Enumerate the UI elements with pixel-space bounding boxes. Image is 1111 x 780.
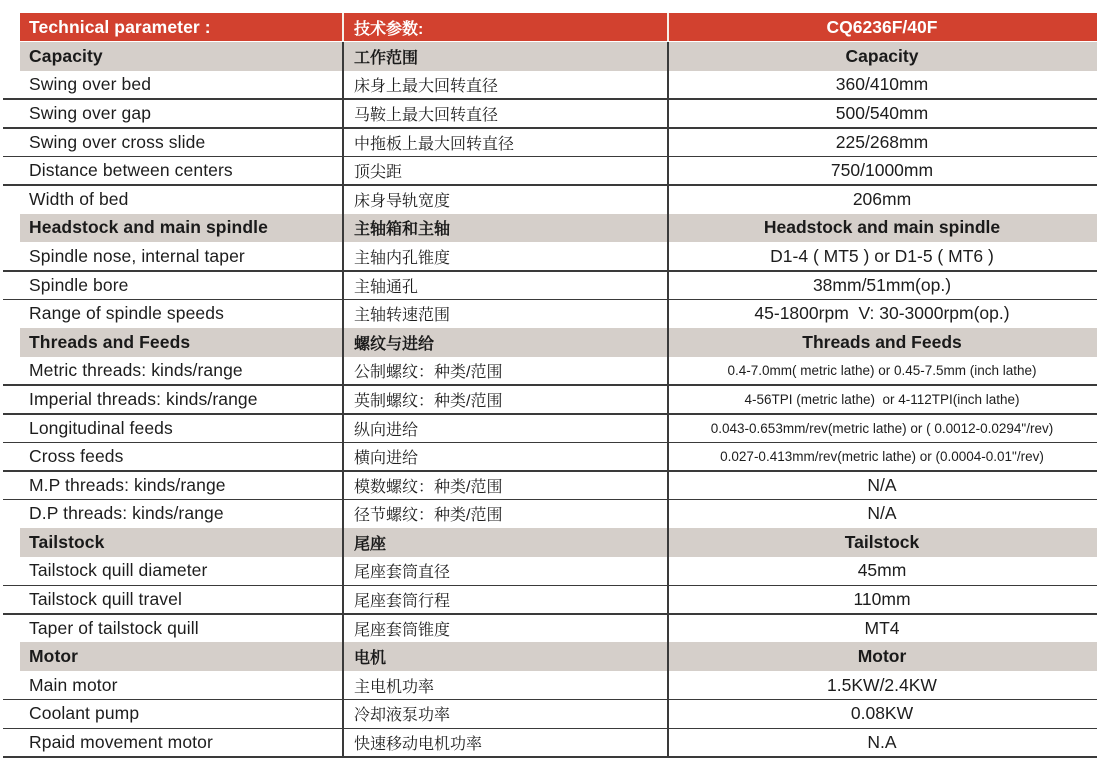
param-value: N/A bbox=[867, 503, 897, 524]
param-name-cn: 模数螺纹：种类/范围 bbox=[354, 478, 503, 496]
table-body bbox=[20, 42, 1097, 757]
header-model-label: CQ6236F/40F bbox=[826, 16, 938, 37]
section-label-en: Motor bbox=[29, 646, 79, 667]
param-name-cn: 纵向进给 bbox=[354, 421, 419, 439]
param-name-cn: 冷却液泵功率 bbox=[354, 707, 451, 725]
section-row bbox=[20, 42, 1097, 71]
param-value: 0.4-7.0mm( metric lathe) or 0.45-7.5mm (inch lathe) bbox=[727, 363, 1037, 379]
header-divider-2 bbox=[667, 13, 669, 41]
section-label-value: Tailstock bbox=[844, 531, 920, 552]
section-label-value: Motor bbox=[857, 646, 907, 667]
param-value: 45-1800rpm V: 30-3000rpm(op.) bbox=[754, 303, 1010, 324]
param-name-en: Swing over gap bbox=[29, 102, 152, 123]
table-row bbox=[20, 614, 1097, 643]
param-name-en: Spindle nose, internal taper bbox=[29, 245, 245, 266]
table-row bbox=[20, 500, 1097, 529]
param-name-en: Swing over bed bbox=[29, 74, 152, 95]
param-name-en: Tailstock quill travel bbox=[29, 589, 182, 610]
param-name-en: Tailstock quill diameter bbox=[29, 560, 208, 581]
param-value: 1.5KW/2.4KW bbox=[827, 674, 937, 695]
section-label-en: Headstock and main spindle bbox=[29, 217, 268, 238]
column-divider-2 bbox=[667, 42, 669, 757]
section-row bbox=[20, 328, 1097, 357]
table-row bbox=[20, 414, 1097, 443]
param-name-en: M.P threads: kinds/range bbox=[29, 474, 226, 495]
param-name-en: Width of bed bbox=[29, 188, 129, 209]
param-value: 206mm bbox=[852, 188, 912, 209]
table-row bbox=[20, 557, 1097, 586]
table-row bbox=[20, 242, 1097, 271]
table-row bbox=[20, 71, 1097, 100]
param-name-cn: 径节螺纹：种类/范围 bbox=[354, 507, 503, 525]
table-row bbox=[20, 585, 1097, 614]
param-name-en: Swing over cross slide bbox=[29, 131, 206, 152]
param-name-en: D.P threads: kinds/range bbox=[29, 503, 224, 524]
table-row bbox=[20, 671, 1097, 700]
param-name-en: Range of spindle speeds bbox=[29, 303, 224, 324]
param-name-en: Distance between centers bbox=[29, 160, 233, 181]
section-label-en: Threads and Feeds bbox=[29, 331, 191, 352]
param-value: 360/410mm bbox=[835, 74, 929, 95]
header-title-cn: 技术参数: bbox=[354, 20, 424, 38]
param-value: 110mm bbox=[853, 589, 911, 610]
param-name-en: Main motor bbox=[29, 674, 118, 695]
section-row bbox=[20, 528, 1097, 557]
param-value: N.A bbox=[867, 732, 897, 753]
table-row bbox=[20, 271, 1097, 300]
table-row bbox=[20, 442, 1097, 471]
table-row bbox=[20, 99, 1097, 128]
param-name-cn: 快速移动电机功率 bbox=[354, 736, 483, 754]
param-value: 38mm/51mm(op.) bbox=[812, 274, 952, 295]
section-label-value: Threads and Feeds bbox=[802, 331, 962, 352]
table-row bbox=[20, 156, 1097, 185]
param-name-en: Longitudinal feeds bbox=[29, 417, 173, 438]
param-name-cn: 尾座套筒直径 bbox=[354, 564, 451, 582]
section-label-cn: 螺纹与进给 bbox=[354, 335, 435, 353]
param-value: D1-4 ( MT5 ) or D1-5 ( MT6 ) bbox=[770, 245, 994, 266]
header-title-en: Technical parameter : bbox=[29, 16, 211, 37]
param-value: 4-56TPI (metric lathe) or 4-112TPI(inch lathe) bbox=[744, 391, 1020, 407]
param-name-en: Cross feeds bbox=[29, 446, 124, 467]
param-value: MT4 bbox=[864, 617, 900, 638]
param-value: 750/1000mm bbox=[830, 160, 934, 181]
param-value: 500/540mm bbox=[835, 102, 929, 123]
param-name-en: Imperial threads: kinds/range bbox=[29, 388, 258, 409]
param-name-en: Coolant pump bbox=[29, 703, 140, 724]
param-name-cn: 英制螺纹：种类/范围 bbox=[354, 392, 503, 410]
section-row bbox=[20, 214, 1097, 243]
param-value: 0.043-0.653mm/rev(metric lathe) or ( 0.0012-0.0294"/rev) bbox=[710, 420, 1054, 436]
param-name-cn: 床身导轨宽度 bbox=[354, 192, 451, 210]
section-label-cn: 工作范围 bbox=[354, 49, 419, 67]
param-value: 0.027-0.413mm/rev(metric lathe) or (0.0004-0.01"/rev) bbox=[720, 449, 1044, 465]
param-name-en: Metric threads: kinds/range bbox=[29, 360, 243, 381]
param-name-en: Spindle bore bbox=[29, 274, 129, 295]
param-name-en: Taper of tailstock quill bbox=[29, 617, 199, 638]
param-value: 225/268mm bbox=[835, 131, 929, 152]
table-row bbox=[20, 299, 1097, 328]
table-row bbox=[20, 128, 1097, 157]
section-row bbox=[20, 642, 1097, 671]
param-value: N/A bbox=[867, 474, 897, 495]
param-value: 0.08KW bbox=[850, 703, 914, 724]
param-name-cn: 主轴转速范围 bbox=[354, 307, 451, 325]
table-row bbox=[20, 728, 1097, 757]
table-header-row bbox=[20, 13, 1097, 41]
column-divider-1 bbox=[342, 42, 344, 757]
param-name-cn: 横向进给 bbox=[354, 450, 419, 468]
param-value: 45mm bbox=[857, 560, 907, 581]
section-label-cn: 电机 bbox=[354, 650, 387, 668]
param-name-cn: 床身上最大回转直径 bbox=[354, 78, 499, 96]
section-label-cn: 尾座 bbox=[354, 535, 387, 553]
section-label-en: Capacity bbox=[29, 45, 103, 66]
section-label-cn: 主轴箱和主轴 bbox=[354, 221, 451, 239]
section-label-value: Capacity bbox=[845, 45, 919, 66]
spec-table bbox=[20, 13, 1097, 757]
section-label-value: Headstock and main spindle bbox=[763, 217, 1001, 238]
param-name-cn: 尾座套筒锥度 bbox=[354, 621, 451, 639]
section-label-en: Tailstock bbox=[29, 531, 105, 552]
param-name-cn: 公制螺纹：种类/范围 bbox=[354, 364, 503, 382]
param-name-cn: 主轴通孔 bbox=[354, 278, 419, 296]
table-row bbox=[20, 471, 1097, 500]
param-name-cn: 尾座套筒行程 bbox=[354, 593, 451, 611]
param-name-cn: 主电机功率 bbox=[354, 678, 435, 696]
table-row bbox=[20, 385, 1097, 414]
param-name-cn: 中拖板上最大回转直径 bbox=[354, 135, 515, 153]
table-row bbox=[20, 185, 1097, 214]
table-row bbox=[20, 357, 1097, 386]
table-row bbox=[20, 700, 1097, 729]
param-name-cn: 顶尖距 bbox=[354, 164, 403, 182]
param-name-cn: 主轴内孔锥度 bbox=[354, 249, 451, 267]
param-name-cn: 马鞍上最大回转直径 bbox=[354, 106, 499, 124]
param-name-en: Rpaid movement motor bbox=[29, 732, 213, 753]
header-divider-1 bbox=[342, 13, 344, 41]
